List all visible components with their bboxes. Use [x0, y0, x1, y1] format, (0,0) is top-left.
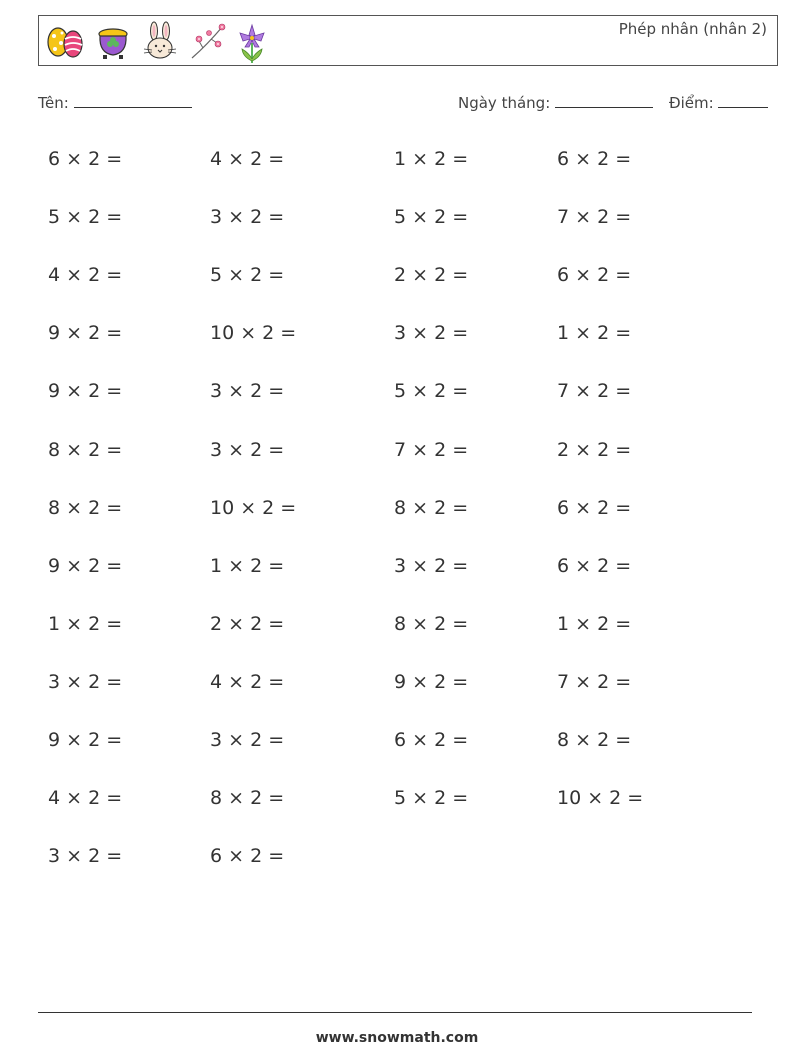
problem-item: 10 × 2 = — [210, 322, 297, 344]
problem-item: 10 × 2 = — [557, 787, 644, 809]
problem-item: 10 × 2 = — [210, 497, 297, 519]
date-line[interactable] — [555, 93, 653, 108]
problem-item: 6 × 2 = — [557, 555, 632, 577]
problem-item: 9 × 2 = — [48, 729, 123, 751]
problem-item: 6 × 2 = — [394, 729, 469, 751]
problem-item: 6 × 2 = — [48, 148, 123, 170]
header-box — [38, 15, 778, 66]
problem-item: 8 × 2 = — [394, 613, 469, 635]
problem-item: 9 × 2 = — [48, 322, 123, 344]
header-icons — [45, 21, 267, 65]
name-field[interactable] — [38, 93, 192, 112]
problem-item: 7 × 2 = — [557, 671, 632, 693]
problem-item: 4 × 2 = — [210, 148, 285, 170]
footer-url: www.snowmath.com — [315, 1030, 479, 1046]
problem-item: 5 × 2 = — [394, 787, 469, 809]
problem-item: 6 × 2 = — [557, 497, 632, 519]
problem-item: 1 × 2 = — [394, 148, 469, 170]
lily-flower-icon — [237, 21, 267, 65]
name-line[interactable] — [74, 93, 192, 108]
problem-item: 1 × 2 = — [210, 555, 285, 577]
problem-item: 1 × 2 = — [557, 613, 632, 635]
score-label: Điểm: — [669, 94, 714, 112]
problem-item: 3 × 2 = — [394, 555, 469, 577]
problem-item: 6 × 2 = — [210, 845, 285, 867]
problem-item: 4 × 2 = — [48, 264, 123, 286]
problem-item: 2 × 2 = — [394, 264, 469, 286]
problem-item: 8 × 2 = — [557, 729, 632, 751]
problem-item: 3 × 2 = — [48, 671, 123, 693]
problem-item: 6 × 2 = — [557, 148, 632, 170]
score-line[interactable] — [718, 93, 768, 108]
problem-item: 8 × 2 = — [48, 439, 123, 461]
worksheet-title: Phép nhân (nhân 2) — [618, 20, 767, 38]
date-label: Ngày tháng: — [458, 94, 551, 112]
student-info-row — [38, 93, 770, 117]
problem-item: 9 × 2 = — [48, 380, 123, 402]
problem-item: 8 × 2 = — [394, 497, 469, 519]
easter-eggs-icon — [45, 21, 85, 61]
problem-item: 3 × 2 = — [210, 729, 285, 751]
problem-item: 4 × 2 = — [210, 671, 285, 693]
problem-item: 5 × 2 = — [48, 206, 123, 228]
date-field[interactable] — [458, 93, 653, 112]
problem-item: 3 × 2 = — [394, 322, 469, 344]
problem-item: 2 × 2 = — [557, 439, 632, 461]
problem-item: 1 × 2 = — [48, 613, 123, 635]
problem-item: 5 × 2 = — [394, 380, 469, 402]
problem-item: 1 × 2 = — [557, 322, 632, 344]
bunny-icon — [141, 21, 179, 61]
flower-branch-icon — [189, 21, 227, 61]
problem-item: 9 × 2 = — [394, 671, 469, 693]
problem-item: 2 × 2 = — [210, 613, 285, 635]
pot-of-gold-icon — [95, 21, 131, 61]
problem-item: 7 × 2 = — [394, 439, 469, 461]
name-label: Tên: — [38, 94, 69, 112]
problem-item: 5 × 2 = — [210, 264, 285, 286]
problem-item: 8 × 2 = — [210, 787, 285, 809]
problem-item: 3 × 2 = — [48, 845, 123, 867]
score-field[interactable] — [669, 93, 768, 112]
problem-item: 8 × 2 = — [48, 497, 123, 519]
problem-item: 9 × 2 = — [48, 555, 123, 577]
problem-item: 3 × 2 = — [210, 439, 285, 461]
footer-divider — [38, 1012, 752, 1013]
problem-item: 6 × 2 = — [557, 264, 632, 286]
problem-item: 5 × 2 = — [394, 206, 469, 228]
problem-item: 7 × 2 = — [557, 206, 632, 228]
problem-item: 7 × 2 = — [557, 380, 632, 402]
problem-item: 4 × 2 = — [48, 787, 123, 809]
problem-item: 3 × 2 = — [210, 206, 285, 228]
problem-item: 3 × 2 = — [210, 380, 285, 402]
